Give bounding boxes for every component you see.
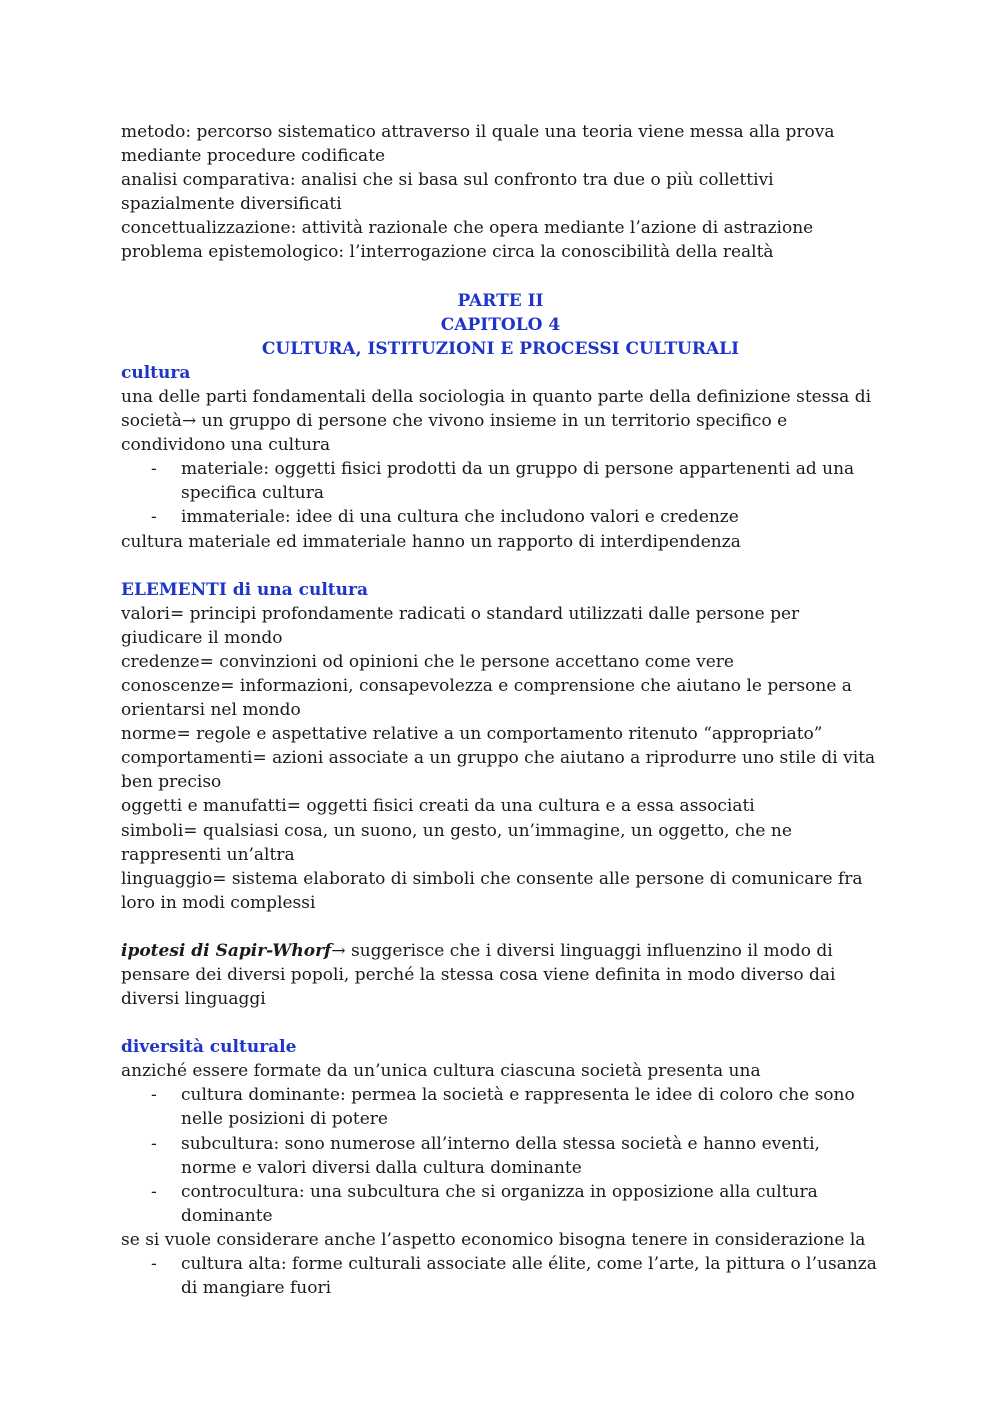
elementi-line: conoscenze= informazioni, consapevolezza e comprensione che aiutano le persone a orientarsi nel mondo: [121, 675, 852, 721]
elementi-line: comportamenti= azioni associate a un gruppo che aiutano a riprodurre uno stile di vita ben preciso: [121, 748, 876, 793]
elementi-line: oggetti e manufatti= oggetti fisici creati da una cultura e a essa associati: [121, 796, 755, 817]
spacer: [121, 265, 880, 289]
list-item: - immateriale: idee di una cultura che includono valori e credenze: [121, 505, 880, 529]
section-heading-elementi: ELEMENTI di una cultura: [121, 579, 368, 600]
sapir-whorf-term: ipotesi di Sapir-Whorf: [121, 940, 332, 961]
diversita-list: [121, 1083, 880, 1228]
chapter-heading: CAPITOLO 4: [440, 314, 561, 335]
list-item: - cultura alta: forme culturali associate alle élite, come l’arte, la pittura o l’usanza di mangiare fuori: [121, 1252, 880, 1300]
intro-line-concettualizzazione: concettualizzazione: attività razionale che opera mediante l’azione di astrazione: [121, 218, 814, 239]
section-heading-diversita: diversità culturale: [121, 1037, 297, 1058]
intro-line-problema: problema epistemologico: l’interrogazione circa la conoscibilità della realtà: [121, 242, 774, 263]
section-heading-cultura: cultura: [121, 362, 191, 383]
intro-line-metodo: metodo: percorso sistematico attraverso il quale una teoria viene messa alla prova mediante procedure codificate: [121, 122, 835, 167]
list-item: - controcultura: una subcultura che si organizza in opposizione alla cultura dominante: [121, 1180, 880, 1228]
spacer: [121, 554, 880, 578]
sapir-whorf-text: → suggerisce che i diversi linguaggi influenzino il modo di pensare dei diversi popoli, perché la stessa cosa viene definita in modo diverso dai diversi linguaggi: [121, 940, 836, 1010]
cultura-text: una delle parti fondamentali della sociologia in quanto parte della definizione stessa di società→ un gruppo di persone che vivono insieme in un territorio specifico e condividono una cultura: [121, 386, 872, 456]
diversita-text-economico: se si vuole considerare anche l’aspetto economico bisogna tenere in considerazione la: [121, 1229, 866, 1250]
chapter-title: CULTURA, ISTITUZIONI E PROCESSI CULTURALI: [261, 338, 740, 359]
cultura-after-text: cultura materiale ed immateriale hanno un rapporto di interdipendenza: [121, 531, 741, 552]
diversita-text: anziché essere formate da un’unica cultura ciascuna società presenta una: [121, 1061, 761, 1082]
cultura-list: [121, 457, 880, 529]
list-item: - subcultura: sono numerose all’interno della stessa società e hanno eventi, norme e valori diversi dalla cultura dominante: [121, 1132, 880, 1180]
sapir-whorf-paragraph: [121, 939, 880, 1011]
elementi-line: simboli= qualsiasi cosa, un suono, un gesto, un’immagine, un oggetto, che ne rappresenti un’altra: [121, 820, 792, 865]
spacer: [121, 1011, 880, 1035]
elementi-line: norme= regole e aspettative relative a un comportamento ritenuto “appropriato”: [121, 724, 823, 745]
diversita-list-economico: [121, 1252, 880, 1300]
elementi-line: valori= principi profondamente radicati o standard utilizzati dalle persone per giudicare il mondo: [121, 603, 800, 648]
list-item: - cultura dominante: permea la società e rappresenta le idee di coloro che sono nelle posizioni di potere: [121, 1083, 880, 1131]
elementi-line: linguaggio= sistema elaborato di simboli che consente alle persone di comunicare fra loro in modi complessi: [121, 868, 863, 913]
spacer: [121, 915, 880, 939]
elementi-line: credenze= convinzioni od opinioni che le persone accettano come vere: [121, 651, 734, 672]
list-item: - materiale: oggetti fisici prodotti da un gruppo di persone appartenenti ad una specifica cultura: [121, 457, 880, 505]
intro-line-analisi: analisi comparativa: analisi che si basa sul confronto tra due o più collettivi spazialmente diversificati: [121, 170, 774, 215]
part-heading: PARTE II: [457, 290, 544, 311]
